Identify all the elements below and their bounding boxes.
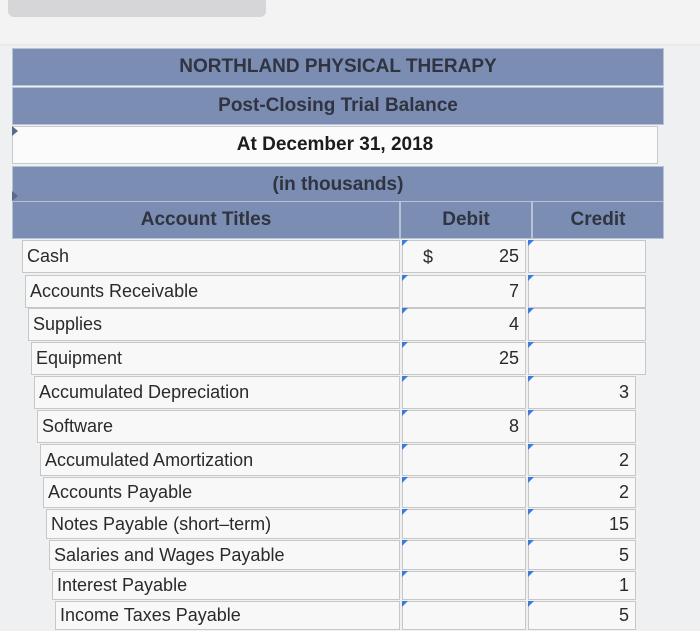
cell-marker-icon [402,308,408,314]
table-row [0,477,700,508]
statement-name: Post-Closing Trial Balance [218,95,458,116]
cell-marker-icon [402,376,408,382]
cell-marker-icon [528,308,534,314]
cell-marker-icon [528,410,534,416]
debit-value: 7 [508,281,519,301]
account-title-cell: Accounts Payable [43,477,400,508]
company-name-header [12,48,664,86]
credit-input[interactable] [528,376,636,409]
credit-input[interactable] [528,410,636,443]
debit-input[interactable] [402,477,526,508]
currency-symbol: $ [423,247,434,267]
credit-label: Credit [570,209,626,230]
column-header-account-titles [12,201,400,239]
credit-value: 5 [618,605,629,625]
debit-input[interactable] [402,540,526,570]
credit-value: 2 [618,482,629,502]
cell-marker-icon [402,342,408,348]
column-header-debit [400,201,532,239]
debit-label: Debit [442,209,490,230]
credit-input[interactable] [528,275,646,308]
cell-marker-icon [528,376,534,382]
debit-input[interactable] [402,308,526,341]
cell-marker-icon [402,571,408,577]
debit-input[interactable] [402,342,526,375]
table-row [0,308,700,341]
account-title-cell: Equipment [31,342,400,375]
account-title-cell: Software [37,410,400,443]
cell-marker-icon [528,444,534,450]
statement-date: At December 31, 2018 [236,134,434,155]
debit-input[interactable] [402,601,526,630]
credit-value: 5 [618,544,629,565]
table-row [0,509,700,539]
cell-marker-icon [402,509,408,515]
debit-value: 25 [498,348,519,368]
credit-input[interactable] [528,477,636,508]
cell-marker-icon [402,410,408,416]
units-label: (in thousands) [272,174,404,195]
debit-input[interactable] [402,275,526,308]
credit-value: 1 [618,575,629,595]
company-name: NORTHLAND PHYSICAL THERAPY [179,56,497,77]
debit-input[interactable] [402,376,526,409]
debit-input[interactable] [402,240,526,273]
table-row [0,240,700,273]
cell-marker-icon [402,601,408,607]
date-header[interactable] [12,126,658,164]
cell-marker-icon [528,477,534,483]
credit-input[interactable] [528,444,636,476]
account-title-cell: Cash [22,240,400,273]
debit-input[interactable] [402,410,526,443]
cell-marker-icon [402,540,408,546]
trial-balance-sheet [0,46,700,631]
credit-input[interactable] [528,509,636,539]
table-row [0,275,700,308]
debit-value: 4 [508,314,519,334]
statement-name-header [12,87,664,125]
row-marker-icon [12,191,18,201]
debit-input[interactable] [402,509,526,539]
credit-value: 3 [618,382,629,402]
table-row [0,342,700,375]
row-marker-icon [12,126,18,136]
debit-input[interactable] [402,444,526,476]
cell-marker-icon [402,240,408,246]
credit-input[interactable] [528,240,646,273]
debit-value: 25 [498,246,519,266]
account-title-cell: Interest Payable [52,571,400,600]
cell-marker-icon [528,509,534,515]
cell-marker-icon [402,444,408,450]
credit-input[interactable] [528,540,636,570]
account-title-cell: Accounts Receivable [25,275,400,308]
cell-marker-icon [528,342,534,348]
account-titles-label: Account Titles [140,209,272,230]
cell-marker-icon [528,240,534,246]
table-row [0,601,700,630]
account-title-cell: Accumulated Depreciation [34,376,400,409]
account-title-cell: Income Taxes Payable [55,601,400,630]
debit-input[interactable] [402,571,526,600]
cell-marker-icon [528,601,534,607]
cell-marker-icon [528,275,534,281]
credit-input[interactable] [528,308,646,341]
cell-marker-icon [528,540,534,546]
top-bar [0,0,700,44]
table-row [0,571,700,600]
account-title-cell: Salaries and Wages Payable [49,540,400,570]
credit-input[interactable] [528,342,646,375]
account-title-cell: Notes Payable (short–term) [46,509,400,539]
table-row [0,410,700,443]
credit-value: 2 [618,449,629,470]
cell-marker-icon [528,571,534,577]
cell-marker-icon [402,275,408,281]
credit-input[interactable] [528,571,636,600]
credit-input[interactable] [528,601,636,630]
table-row [0,376,700,409]
credit-value: 15 [608,513,629,534]
column-header-credit [532,201,664,239]
account-title-cell: Supplies [28,308,400,341]
account-title-cell: Accumulated Amortization [40,444,400,476]
cell-marker-icon [402,477,408,483]
top-tab-placeholder [8,0,266,17]
table-row [0,540,700,570]
units-header [12,166,664,204]
table-row [0,444,700,476]
debit-value: 8 [508,416,519,436]
